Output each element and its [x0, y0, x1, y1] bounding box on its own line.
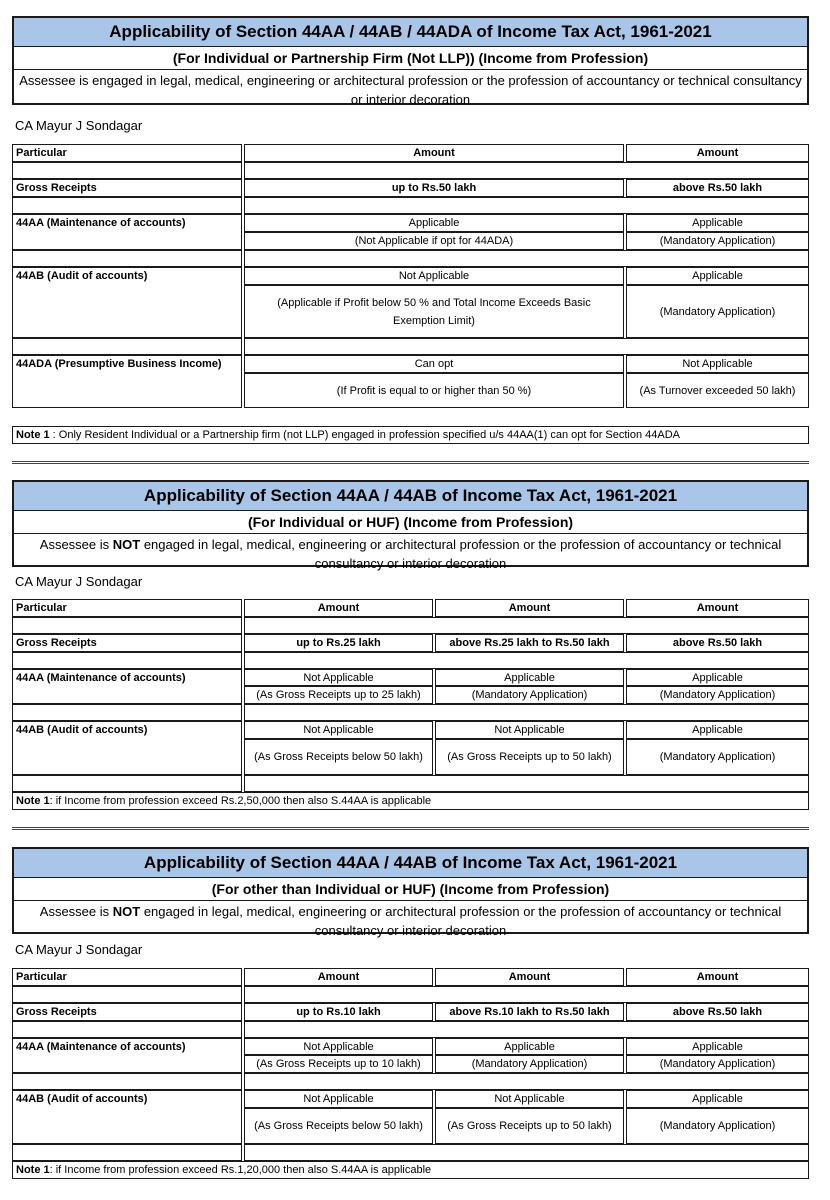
s1-44ab-col-1-bottom: (Applicable if Profit below 50 % and Total Income Exceeds Basic Exemption Limit): [244, 285, 624, 338]
s1-note-label: Note 1: [16, 429, 50, 441]
section-3-author: CA Mayur J Sondagar: [15, 942, 143, 957]
s1-44ab-label: 44AB (Audit of accounts): [12, 267, 242, 338]
s1-spacer-row: [244, 197, 809, 214]
s3-44aa-col-2-top: Applicable: [435, 1038, 624, 1055]
s3-header-amount-1: Amount: [244, 968, 433, 986]
s1-gross-col-2: above Rs.50 lakh: [626, 179, 809, 197]
s2-note: [12, 792, 809, 810]
section-1-title: Applicability of Section 44AA / 44AB / 44ADA of Income Tax Act, 1961-2021: [14, 18, 807, 47]
s3-note: [12, 1161, 809, 1179]
s3-note-label: Note 1: [16, 1164, 50, 1176]
s3-44aa-col-3-bottom: (Mandatory Application): [626, 1055, 809, 1073]
s3-spacer-row: [244, 986, 809, 1003]
s2-spacer-row: [12, 617, 242, 634]
s3-header-amount-3: Amount: [626, 968, 809, 986]
section-3-header: [12, 847, 809, 938]
s3-gross-col-3: above Rs.50 lakh: [626, 1003, 809, 1021]
s3-spacer-row: [12, 1021, 242, 1038]
s2-44aa-col-3-top: Applicable: [626, 669, 809, 686]
s2-gross-col-2: above Rs.25 lakh to Rs.50 lakh: [435, 634, 624, 652]
s2-header-amount-2: Amount: [435, 599, 624, 617]
s3-spacer-row: [244, 1021, 809, 1038]
s2-note-label: Note 1: [16, 795, 50, 807]
s3-44ab-col-1-bottom: (As Gross Receipts below 50 lakh): [244, 1108, 433, 1144]
s1-note-text: : Only Resident Individual or a Partnership firm (not LLP) engaged in profession specified u/s 44AA(1) can opt for Section 44ADA: [49, 429, 681, 441]
s2-44aa-col-3-bottom: (Mandatory Application): [626, 686, 809, 704]
s2-spacer-row: [12, 704, 242, 721]
s2-note-text: : if Income from profession exceed Rs.2,50,000 then also S.44AA is applicable: [49, 795, 432, 807]
s1-44aa-col-1-top: Applicable: [244, 214, 624, 232]
section-3-title: Applicability of Section 44AA / 44AB of Income Tax Act, 1961-2021: [14, 849, 807, 878]
section-1-author: CA Mayur J Sondagar: [15, 118, 143, 133]
s3-44ab-col-3-bottom: (Mandatory Application): [626, 1108, 809, 1144]
section-2-desc-post: engaged in legal, medical, engineering or architectural profession or the profession of accountancy or technical consultancy or interior decoration: [140, 537, 782, 571]
s3-header-amount-2: Amount: [435, 968, 624, 986]
s1-44ab-col-2-bottom: (Mandatory Application): [626, 285, 809, 338]
s2-header-amount-1: Amount: [244, 599, 433, 617]
s1-spacer-row: [12, 338, 242, 355]
s1-44ada-col-1-bottom: (If Profit is equal to or higher than 50 %): [244, 373, 624, 408]
s1-spacer-row: [12, 162, 242, 179]
s2-gross-col-1: up to Rs.25 lakh: [244, 634, 433, 652]
s3-spacer-row: [244, 1073, 809, 1090]
s1-spacer-row: [244, 338, 809, 355]
s3-spacer-row: [12, 1073, 242, 1090]
s1-44aa-col-1-bottom: (Not Applicable if opt for 44ADA): [244, 232, 624, 250]
s2-44aa-col-2-top: Applicable: [435, 669, 624, 686]
section-2-header: [12, 480, 809, 571]
s2-44ab-col-3-bottom: (Mandatory Application): [626, 739, 809, 775]
s2-44aa-label: 44AA (Maintenance of accounts): [12, 669, 242, 704]
s2-spacer-row: [12, 775, 242, 792]
s2-44aa-col-1-bottom: (As Gross Receipts up to 25 lakh): [244, 686, 433, 704]
s2-header-particular: Particular: [12, 599, 242, 617]
s1-header-particular: Particular: [12, 144, 242, 162]
s1-gross-label: Gross Receipts: [12, 179, 242, 197]
s3-44ab-col-2-bottom: (As Gross Receipts up to 50 lakh): [435, 1108, 624, 1144]
s2-44aa-col-2-bottom: (Mandatory Application): [435, 686, 624, 704]
s2-44ab-label: 44AB (Audit of accounts): [12, 721, 242, 775]
s2-gross-col-3: above Rs.50 lakh: [626, 634, 809, 652]
s2-44ab-col-3-top: Applicable: [626, 721, 809, 739]
s1-spacer-row: [244, 162, 809, 179]
s1-spacer-row: [12, 250, 242, 267]
section-1-description: Assessee is engaged in legal, medical, engineering or architectural profession or the profession of accountancy or technical consultancy or interior decoration: [19, 73, 802, 107]
section-3-desc-post: engaged in legal, medical, engineering or architectural profession or the profession of accountancy or technical consultancy or interior decoration: [140, 904, 782, 938]
s2-spacer-row: [244, 617, 809, 634]
section-2-description: [14, 534, 807, 573]
s3-spacer-row: [12, 1144, 242, 1161]
s3-header-particular: Particular: [12, 968, 242, 986]
section-divider: [12, 461, 809, 464]
s1-44ada-label: 44ADA (Presumptive Business Income): [12, 355, 242, 408]
s1-44ab-col-1-top: Not Applicable: [244, 267, 624, 285]
s3-gross-col-2: above Rs.10 lakh to Rs.50 lakh: [435, 1003, 624, 1021]
s1-44ada-col-1-top: Can opt: [244, 355, 624, 373]
s1-44ada-col-2-bottom: (As Turnover exceeded 50 lakh): [626, 373, 809, 408]
s1-spacer-row: [244, 250, 809, 267]
s3-44aa-col-3-top: Applicable: [626, 1038, 809, 1055]
section-2-desc-pre: Assessee is: [39, 537, 113, 552]
s2-header-amount-3: Amount: [626, 599, 809, 617]
s3-44ab-col-2-top: Not Applicable: [435, 1090, 624, 1108]
s3-44ab-col-3-top: Applicable: [626, 1090, 809, 1108]
s2-44ab-col-1-top: Not Applicable: [244, 721, 433, 739]
s2-44ab-col-2-bottom: (As Gross Receipts up to 50 lakh): [435, 739, 624, 775]
s1-header-amount-2: Amount: [626, 144, 809, 162]
section-3-description: [14, 901, 807, 940]
s3-44aa-col-1-bottom: (As Gross Receipts up to 10 lakh): [244, 1055, 433, 1073]
s1-gross-col-1: up to Rs.50 lakh: [244, 179, 624, 197]
s3-spacer-row: [244, 1144, 809, 1161]
s2-44ab-col-1-bottom: (As Gross Receipts below 50 lakh): [244, 739, 433, 775]
s3-44aa-col-2-bottom: (Mandatory Application): [435, 1055, 624, 1073]
s2-gross-label: Gross Receipts: [12, 634, 242, 652]
section-2-author: CA Mayur J Sondagar: [15, 574, 143, 589]
s3-gross-col-1: up to Rs.10 lakh: [244, 1003, 433, 1021]
s3-spacer-row: [12, 986, 242, 1003]
s3-44aa-label: 44AA (Maintenance of accounts): [12, 1038, 242, 1073]
s1-note: [12, 426, 809, 444]
s1-44aa-label: 44AA (Maintenance of accounts): [12, 214, 242, 250]
s1-44ab-col-2-top: Applicable: [626, 267, 809, 285]
section-divider: [12, 827, 809, 830]
section-3-subtitle: (For other than Individual or HUF) (Income from Profession): [14, 878, 807, 901]
s1-44ada-col-2-top: Not Applicable: [626, 355, 809, 373]
s2-spacer-row: [12, 652, 242, 669]
s3-gross-label: Gross Receipts: [12, 1003, 242, 1021]
section-1-subtitle: (For Individual or Partnership Firm (Not LLP)) (Income from Profession): [14, 47, 807, 70]
s3-44ab-col-1-top: Not Applicable: [244, 1090, 433, 1108]
s1-header-amount-1: Amount: [244, 144, 624, 162]
s2-44aa-col-1-top: Not Applicable: [244, 669, 433, 686]
s1-44aa-col-2-bottom: (Mandatory Application): [626, 232, 809, 250]
s3-44aa-col-1-top: Not Applicable: [244, 1038, 433, 1055]
section-1-header: [12, 16, 809, 105]
section-3-desc-pre: Assessee is: [39, 904, 113, 919]
section-3-desc-not: NOT: [112, 904, 141, 919]
section-2-title: Applicability of Section 44AA / 44AB of Income Tax Act, 1961-2021: [14, 482, 807, 511]
s2-spacer-row: [244, 652, 809, 669]
s2-spacer-row: [244, 775, 809, 792]
s2-44ab-col-2-top: Not Applicable: [435, 721, 624, 739]
s2-spacer-row: [244, 704, 809, 721]
s3-note-text: : if Income from profession exceed Rs.1,20,000 then also S.44AA is applicable: [49, 1164, 432, 1176]
s1-spacer-row: [12, 197, 242, 214]
s1-44aa-col-2-top: Applicable: [626, 214, 809, 232]
section-2-desc-not: NOT: [112, 537, 141, 552]
s3-44ab-label: 44AB (Audit of accounts): [12, 1090, 242, 1144]
section-2-subtitle: (For Individual or HUF) (Income from Profession): [14, 511, 807, 534]
